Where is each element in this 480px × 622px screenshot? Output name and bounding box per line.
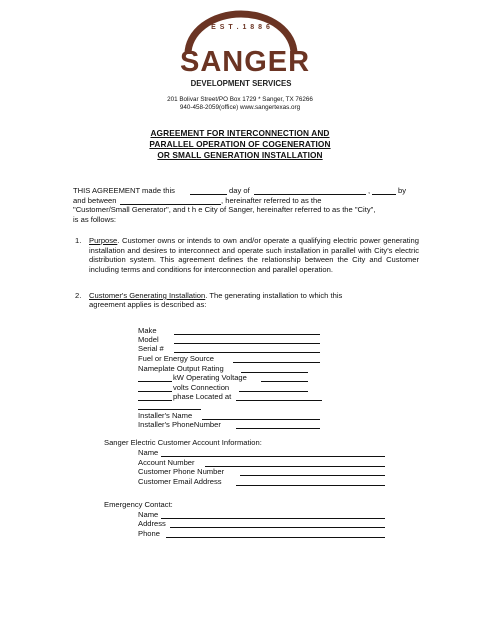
field-phase-line[interactable] xyxy=(236,400,322,401)
intro-text-2: day of xyxy=(229,186,250,195)
logo-brand: SANGER xyxy=(180,46,311,78)
account-phone-line[interactable] xyxy=(240,475,385,476)
field-installer-phone-line[interactable] xyxy=(236,428,320,429)
emergency-address-line[interactable] xyxy=(170,527,385,528)
section-2-text: . The generating installation to which this xyxy=(205,291,343,300)
account-email-line[interactable] xyxy=(236,485,385,486)
account-name-line[interactable] xyxy=(161,456,385,457)
account-name-label: Name xyxy=(138,448,159,457)
field-volts-line[interactable] xyxy=(239,391,308,392)
intro-blank-date[interactable] xyxy=(190,194,227,195)
field-location-line[interactable] xyxy=(138,409,201,410)
intro-text-6: , hereinafter referred to as the xyxy=(221,196,322,205)
intro-text-1: THIS AGREEMENT made this xyxy=(73,186,175,195)
section-1-body xyxy=(89,236,419,274)
field-volts-label: volts Connection xyxy=(173,383,230,392)
title-line-2: PARALLEL OPERATION OF COGENERATION xyxy=(149,139,331,149)
emergency-heading: Emergency Contact: xyxy=(104,500,173,509)
title-line-1: AGREEMENT FOR INTERCONNECTION AND xyxy=(150,128,330,138)
field-nameplate-line[interactable] xyxy=(241,372,308,373)
account-email-label: Customer Email Address xyxy=(138,477,222,486)
account-phone-label: Customer Phone Number xyxy=(138,467,225,476)
emergency-name-label: Name xyxy=(138,510,159,519)
intro-text-3: , xyxy=(368,186,371,195)
sanger-logo xyxy=(180,10,311,92)
section-1-text: . Customer owns or intends to own and/or operate a qualifying electric power generating installation and desires to interconnect and operate such installation in parallel with City's electric distribution system. This agreement defines the relationship between the City and Customer including terms and conditions for interconnection and parallel operation. xyxy=(89,236,419,274)
field-kw-line[interactable] xyxy=(261,381,308,382)
field-phase-label: phase Located at xyxy=(173,392,232,401)
field-kw-blank[interactable] xyxy=(138,381,172,382)
field-installer-name-label: Installer's Name xyxy=(138,411,193,420)
field-serial-line[interactable] xyxy=(174,352,320,353)
emergency-phone-line[interactable] xyxy=(166,537,385,538)
section-2-number: 2. xyxy=(75,291,82,300)
section-1-heading: Purpose xyxy=(89,236,118,245)
field-model-label: Model xyxy=(138,335,159,344)
account-number-line[interactable] xyxy=(205,466,385,467)
section-2-heading: Customer's Generating Installation xyxy=(89,291,206,300)
field-kw-label: kW Operating Voltage xyxy=(173,373,247,382)
field-make-line[interactable] xyxy=(174,334,320,335)
intro-text-8: is as follows: xyxy=(73,215,117,224)
section-1-number: 1. xyxy=(75,236,82,245)
field-fuel-label: Fuel or Energy Source xyxy=(138,354,214,363)
field-phase-blank[interactable] xyxy=(138,400,172,401)
logo-est-text: E S T . 1 8 8 6 xyxy=(211,24,271,31)
intro-text-4: by xyxy=(398,186,407,195)
account-heading: Sanger Electric Customer Account Information: xyxy=(104,438,262,447)
field-installer-phone-label: Installer's PhoneNumber xyxy=(138,420,221,429)
field-make-label: Make xyxy=(138,326,157,335)
logo-division: DEVELOPMENT SERVICES xyxy=(190,79,292,88)
emergency-phone-label: Phone xyxy=(138,529,160,538)
field-fuel-line[interactable] xyxy=(233,362,320,363)
account-number-label: Account Number xyxy=(138,458,195,467)
section-2-line-2: agreement applies is described as: xyxy=(89,300,207,309)
intro-text-7: "Customer/Small Generator", and t h e City of Sanger, hereinafter referred to as the "City", xyxy=(73,205,376,214)
title-line-3: OR SMALL GENERATION INSTALLATION xyxy=(157,150,323,160)
intro-blank-year[interactable] xyxy=(372,194,396,195)
intro-blank-month[interactable] xyxy=(254,194,366,195)
field-serial-label: Serial # xyxy=(138,344,164,353)
emergency-name-line[interactable] xyxy=(161,518,385,519)
field-model-line[interactable] xyxy=(174,343,320,344)
contact-line: 940-458-2059(office) www.sangertexas.org xyxy=(179,104,301,111)
field-volts-blank[interactable] xyxy=(138,391,172,392)
field-nameplate-label: Nameplate Output Rating xyxy=(138,364,224,373)
address-line: 201 Bolivar Street/PO Box 1729 * Sanger, TX 76266 xyxy=(167,96,313,103)
intro-text-5: and between xyxy=(73,196,117,205)
emergency-address-label: Address xyxy=(138,519,166,528)
